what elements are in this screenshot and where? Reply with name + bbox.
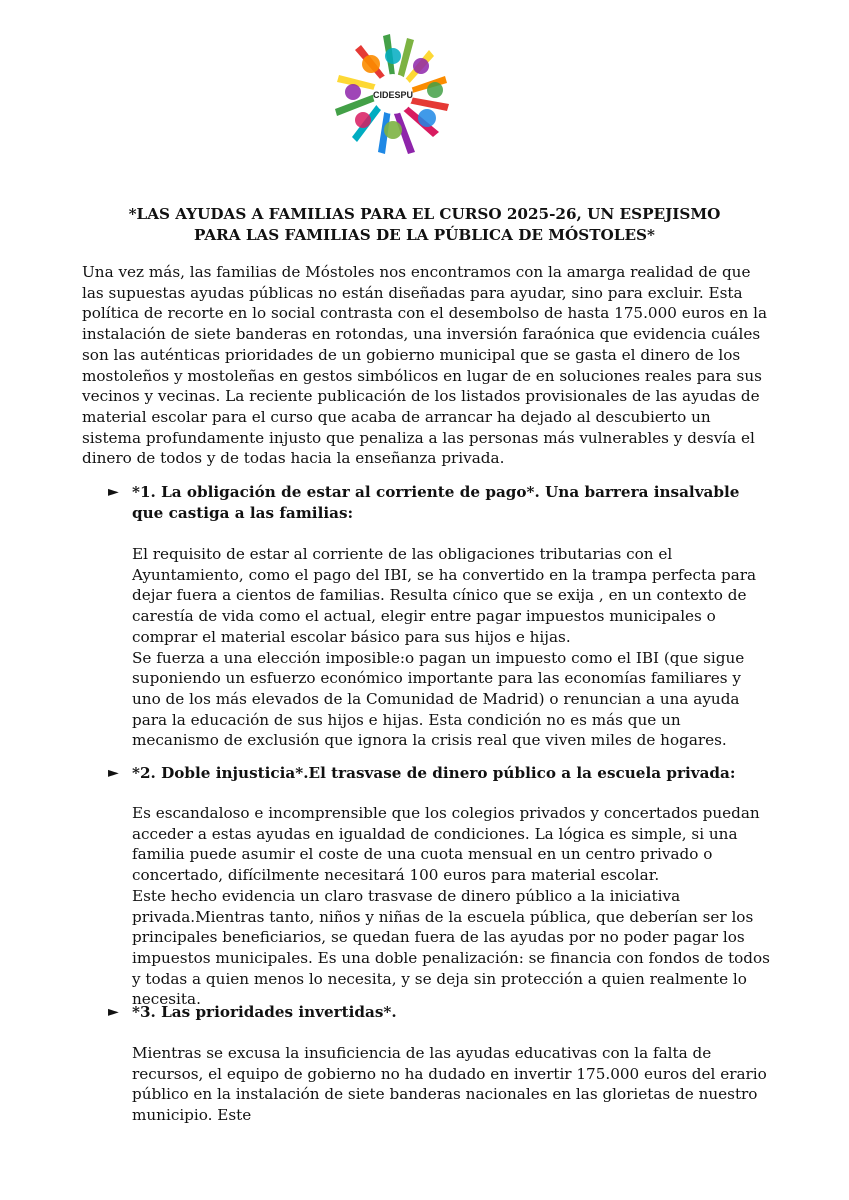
section-2-heading — [108, 763, 772, 784]
intro-paragraph: Una vez más, las familias de Móstoles nos encontramos con la amarga realidad de que las supuestas ayudas públicas no están diseñadas para ayudar, sino para excluir. Esta política de recorte en lo social contrasta con el desembolso de hasta 175.000 euros en la instalación de siete banderas en rotondas, una inversión faraónica que evidencia cuáles son las auténticas prioridades de un gobierno municipal que se gasta el dinero de los mostoleños y mostoleñas en gestos simbólicos en lugar de en soluciones reales para sus vecinos y vecinas. La reciente publicación de los listados provisionales de las ayudas de material escolar para el curso que acaba de arrancar ha dejado al descubierto un sistema profundamente injusto que penaliza a las personas más vulnerables y desvía el dinero de todos y de todas hacia la enseñanza privada. — [82, 263, 768, 468]
section-2-paragraph-2: Este hecho evidencia un claro trasvase de dinero público a la iniciativa privada.Mientras tanto, niños y niñas de la escuela pública, que deberían ser los principales beneficiarios, se quedan fuera de las ayudas por no poder pagar los impuestos municipales. Es una doble penalización: se financia con fondos de todos y todas a quien menos lo necesita, y se deja sin protección a quien realmente lo necesita. — [132, 886, 770, 1009]
bullet-arrow-icon: ► — [108, 1004, 119, 1020]
section-3-body — [132, 1043, 772, 1126]
section-1-body — [132, 544, 772, 751]
section-2-heading-text: *2. Doble injusticia*.El trasvase de dinero público a la escuela privada: — [132, 764, 736, 782]
document-title — [80, 204, 769, 246]
section-3-paragraph-1: Mientras se excusa la insuficiencia de las ayudas educativas con la falta de recursos, el equipo de gobierno no ha dudado en invertir 175.000 euros del erario público en la instalación de siete banderas nacionales en las glorietas de nuestro municipio. Este — [132, 1044, 767, 1125]
section-1-paragraph-1: El requisito de estar al corriente de las obligaciones tributarias con el Ayuntamiento, como el pago del IBI, se ha convertido en la trampa perfecta para dejar fuera a cientos de familias. Resulta cínico que se exija , en un contexto de carestía de vida como el actual, elegir entre pagar impuestos municipales o comprar el material escolar básico para sus hijos e hijas. — [132, 545, 757, 646]
section-3-heading-text: *3. Las prioridades invertidas*. — [132, 1003, 397, 1021]
title-line-2: PARA LAS FAMILIAS DE LA PÚBLICA DE MÓSTOLES* — [194, 226, 655, 244]
bullet-arrow-icon: ► — [108, 484, 119, 500]
section-1-heading-text: *1. La obligación de estar al corriente de pago*. Una barrera insalvable que castiga a las familias: — [132, 483, 740, 522]
logo-label: CIDESPU — [372, 90, 414, 100]
section-2-paragraph-1: Es escandaloso e incomprensible que los colegios privados y concertados puedan acceder a estas ayudas en igualdad de condiciones. La lógica es simple, si una familia puede asumir el coste de una cuota mensual en un centro privado o concertado, difícilmente necesitará 100 euros para material escolar. — [132, 804, 760, 885]
section-3-heading — [108, 1002, 772, 1023]
section-2-body — [132, 803, 772, 1010]
section-1-paragraph-2: Se fuerza a una elección imposible:o pagan un impuesto como el IBI (que sigue suponiendo un esfuerzo económico importante para las economías familiares y uno de los más elevados de la Comunidad de Madrid) o renuncian a una ayuda para la educación de sus hijos e hijas. Esta condición no es más que un mecanismo de exclusión que ignora la crisis real que viven miles de hogares. — [132, 648, 745, 750]
title-line-1: *LAS AYUDAS A FAMILIAS PARA EL CURSO 2025-26, UN ESPEJISMO — [128, 205, 721, 223]
section-1-heading — [108, 482, 772, 524]
bullet-arrow-icon: ► — [108, 765, 119, 781]
cidespu-logo — [330, 22, 456, 164]
